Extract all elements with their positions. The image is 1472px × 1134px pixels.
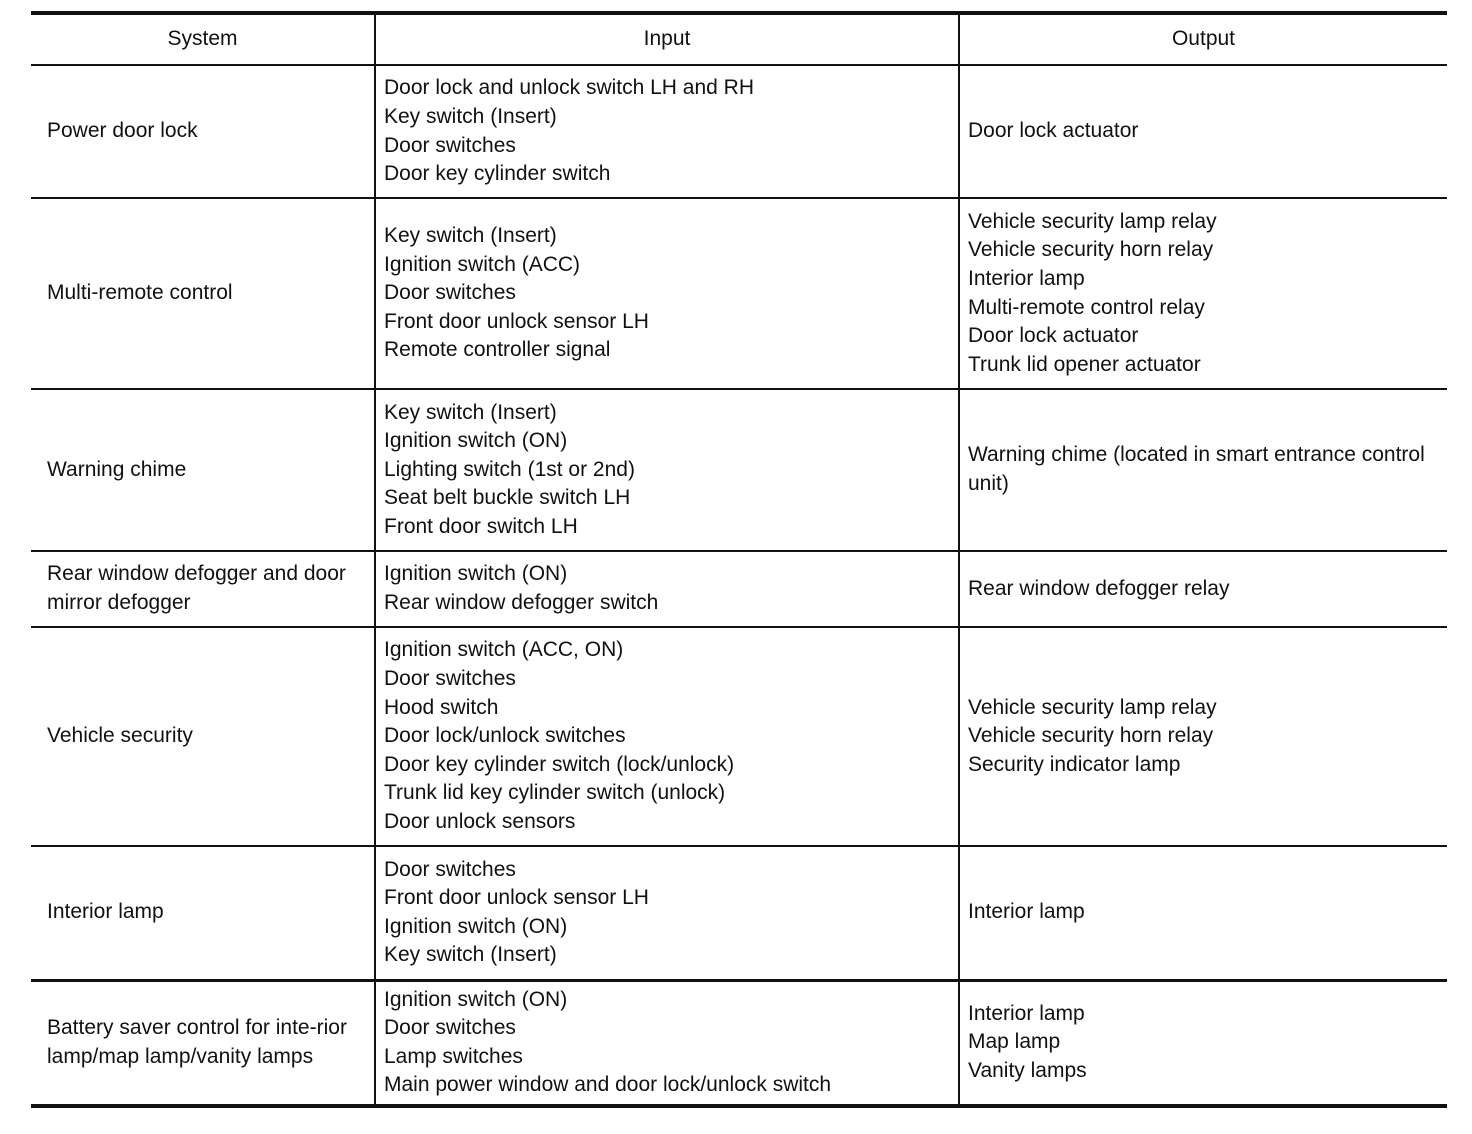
input-item: Door lock and unlock switch LH and RH	[384, 76, 755, 100]
output-item: Interior lamp	[968, 1001, 1085, 1025]
output-item: Door lock actuator	[968, 324, 1139, 348]
table-row	[31, 65, 1447, 198]
output-cell	[959, 627, 1447, 846]
output-item: Vehicle security horn relay	[968, 238, 1214, 262]
output-item: Security indicator lamp	[968, 752, 1181, 776]
input-item: Ignition switch (ACC, ON)	[384, 638, 624, 662]
output-cell	[959, 65, 1447, 198]
system-cell	[31, 627, 375, 846]
system-cell	[31, 551, 375, 627]
input-item: Door key cylinder switch (lock/unlock)	[384, 752, 735, 776]
output-cell	[959, 551, 1447, 627]
input-item: Ignition switch (ON)	[384, 914, 568, 938]
input-cell	[375, 627, 959, 846]
output-item: Vehicle security lamp relay	[968, 209, 1217, 233]
input-item: Rear window defogger switch	[384, 591, 659, 614]
input-item: Main power window and door lock/unlock switch	[384, 1073, 832, 1097]
input-item: Key switch (Insert)	[384, 400, 557, 424]
input-item: Door unlock sensors	[384, 809, 576, 833]
system-io-table	[31, 11, 1447, 1108]
table-row	[31, 846, 1447, 980]
input-item: Front door unlock sensor LH	[384, 886, 649, 910]
input-item: Key switch (Insert)	[384, 224, 557, 248]
input-item: Ignition switch (ON)	[384, 429, 568, 453]
input-item: Ignition switch (ACC)	[384, 252, 581, 276]
input-item: Front door unlock sensor LH	[384, 309, 649, 333]
output-item: Door lock actuator	[968, 119, 1139, 143]
input-item: Door switches	[384, 857, 516, 881]
system-name: Interior lamp	[47, 900, 164, 924]
input-cell	[375, 389, 959, 551]
output-cell	[959, 389, 1447, 551]
system-cell	[31, 846, 375, 980]
input-item: Door switches	[384, 133, 516, 157]
input-item: Lamp switches	[384, 1044, 523, 1068]
input-item: Door switches	[384, 667, 516, 691]
output-item: Multi-remote control relay	[968, 295, 1205, 319]
output-item: Trunk lid opener actuator	[968, 352, 1201, 376]
input-cell	[375, 198, 959, 389]
output-item: Map lamp	[968, 1030, 1061, 1054]
output-item: Vehicle security horn relay	[968, 724, 1214, 748]
system-cell	[31, 198, 375, 389]
input-item: Remote controller signal	[384, 338, 611, 362]
system-cell	[31, 65, 375, 198]
header-row	[31, 13, 1447, 65]
input-item: Key switch (Insert)	[384, 104, 557, 128]
input-cell	[375, 846, 959, 980]
output-item: Vanity lamps	[968, 1059, 1087, 1083]
table-row	[31, 198, 1447, 389]
input-item: Front door switch LH	[384, 514, 578, 538]
table-row	[31, 389, 1447, 551]
input-item: Ignition switch (ON)	[384, 987, 568, 1011]
input-item: Hood switch	[384, 695, 499, 719]
output-cell	[959, 198, 1447, 389]
header-output: Output	[959, 13, 1447, 65]
output-cell	[959, 846, 1447, 980]
input-cell	[375, 65, 959, 198]
system-cell	[31, 980, 375, 1106]
input-item: Door lock/unlock switches	[384, 724, 626, 748]
table-row	[31, 627, 1447, 846]
system-name: Power door lock	[47, 119, 198, 143]
system-name: Battery saver control for inte-rior lamp/map lamp/vanity lamps	[47, 1016, 347, 1068]
system-name: Rear window defogger and door mirror defogger	[47, 562, 346, 614]
output-item: Interior lamp	[968, 900, 1085, 924]
output-item: Rear window defogger relay	[968, 576, 1230, 600]
input-item: Door switches	[384, 1016, 516, 1040]
output-item: Vehicle security lamp relay	[968, 695, 1217, 719]
system-name: Multi-remote control	[47, 281, 233, 305]
header-input: Input	[375, 13, 959, 65]
input-cell	[375, 551, 959, 627]
input-item: Key switch (Insert)	[384, 943, 557, 967]
input-item: Lighting switch (1st or 2nd)	[384, 457, 635, 481]
table-row	[31, 980, 1447, 1106]
input-item: Ignition switch (ON)	[384, 562, 568, 586]
table-row	[31, 551, 1447, 627]
input-item: Door switches	[384, 281, 516, 305]
input-item: Door key cylinder switch	[384, 162, 611, 186]
header-system: System	[31, 13, 375, 65]
input-item: Trunk lid key cylinder switch (unlock)	[384, 781, 726, 805]
system-name: Warning chime	[47, 457, 187, 481]
input-cell	[375, 980, 959, 1106]
input-item: Seat belt buckle switch LH	[384, 486, 631, 510]
system-name: Vehicle security	[47, 724, 193, 748]
output-cell	[959, 980, 1447, 1106]
output-item: Interior lamp	[968, 266, 1085, 290]
system-cell	[31, 389, 375, 551]
output-item: Warning chime (located in smart entrance control unit)	[968, 443, 1425, 495]
